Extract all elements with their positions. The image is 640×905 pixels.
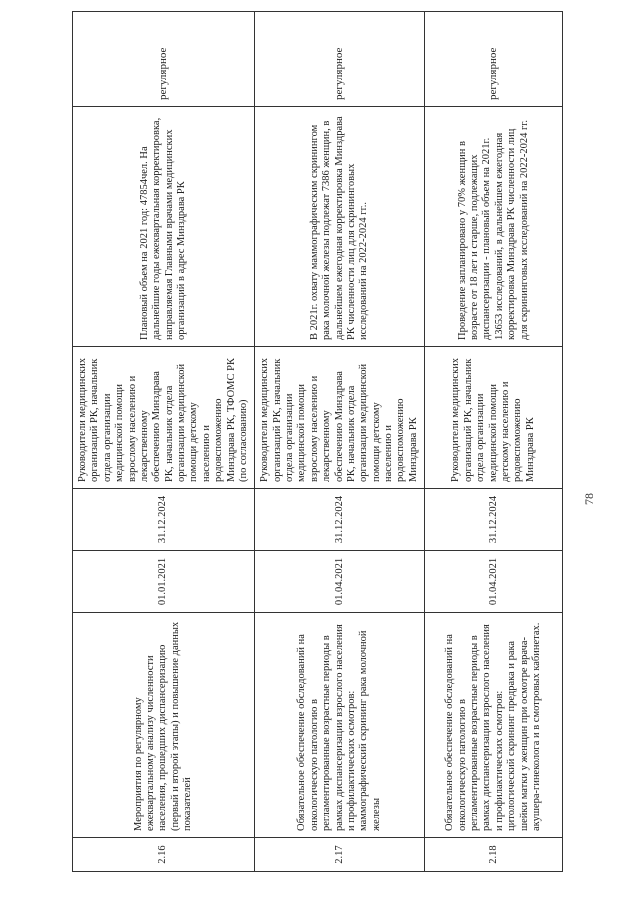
periodicity: регулярное (73, 12, 255, 107)
row-description: Мероприятия по регулярному ежеквартальному анализу численности населения, прошедших диспансеризацию (первый и второй этапы) и повышение данных показателей (73, 613, 255, 838)
periodicity: регулярное (255, 12, 425, 107)
responsible: Руководители медицинских организаций РК, начальник отдела организации медицинской помощи взрослому населению и лекарственному обеспечению Минздрава РК, начальник отдела организации медицинской помощи детскому населению и родовспоможению Минздрава РК, ТФОМС РК (по согласованию) (73, 347, 255, 489)
expected-result: В 2021г. охвату маммографическим скринингом рака молочной железы подлежат 7386 женщин, в дальнейшем ежегодная корректировка Минздрава РК численности лиц для скрининговых исследований на 2022-2024 гг.. (255, 107, 425, 347)
table-row (255, 12, 425, 872)
start-date: 01.01.2021 (73, 551, 255, 613)
end-date: 31.12.2024 (255, 489, 425, 551)
start-date: 01.04.2021 (425, 551, 563, 613)
responsible: Руководители медицинских организаций РК, начальник отдела организации медицинской помощи детскому населению и родовспоможению Минздрава РК (425, 347, 563, 489)
page-number: 78 (582, 493, 596, 505)
row-number: 2.18 (425, 838, 563, 872)
periodicity: регулярное (425, 12, 563, 107)
end-date: 31.12.2024 (73, 489, 255, 551)
responsible: Руководители медицинских организаций РК, начальник отдела организации медицинской помощи взрослому населению и лекарственному обеспечению Минздрава РК, начальник отдела организации медицинской помощи детскому населению и родовспоможению Минздрава РК (255, 347, 425, 489)
row-description: Обязательное обеспечение обследований на онкологическую патологию в регламентированные возрастные периоды в рамках диспансеризации взрослого населения и профилактических осмотров: цитологический скрининг предрака и рака шейки матки у женщин при осмотре врача-акушера-гинеколога и в смотровых кабинетах. (425, 613, 563, 838)
start-date: 01.04.2021 (255, 551, 425, 613)
end-date: 31.12.2024 (425, 489, 563, 551)
plan-table (72, 11, 563, 872)
row-description: Обязательное обеспечение обследований на онкологическую патологию в регламентированные возрастные периоды в рамках диспансеризации взрослого населения и профилактических осмотров: маммографический скрининг рака молочной железы (255, 613, 425, 838)
table-row (73, 12, 255, 872)
row-number: 2.16 (73, 838, 255, 872)
table-row (425, 12, 563, 872)
expected-result: Плановый объем на 2021 год: 47854чел. На дальнейшие годы ежеквартальная корректировка, направляемая Главными врачами медицинских организаций в адрес Минздрава РК (73, 107, 255, 347)
expected-result: Проведение запланировано у 70% женщин в возрасте от 18 лет и старше, подлежащих диспансеризации - плановый объем на 2021г. 13653 исследований, в дальнейшем ежегодная корректировка Минздрава РК численности лиц для скрининговых исследований на 2022-2024 гг. (425, 107, 563, 347)
row-number: 2.17 (255, 838, 425, 872)
